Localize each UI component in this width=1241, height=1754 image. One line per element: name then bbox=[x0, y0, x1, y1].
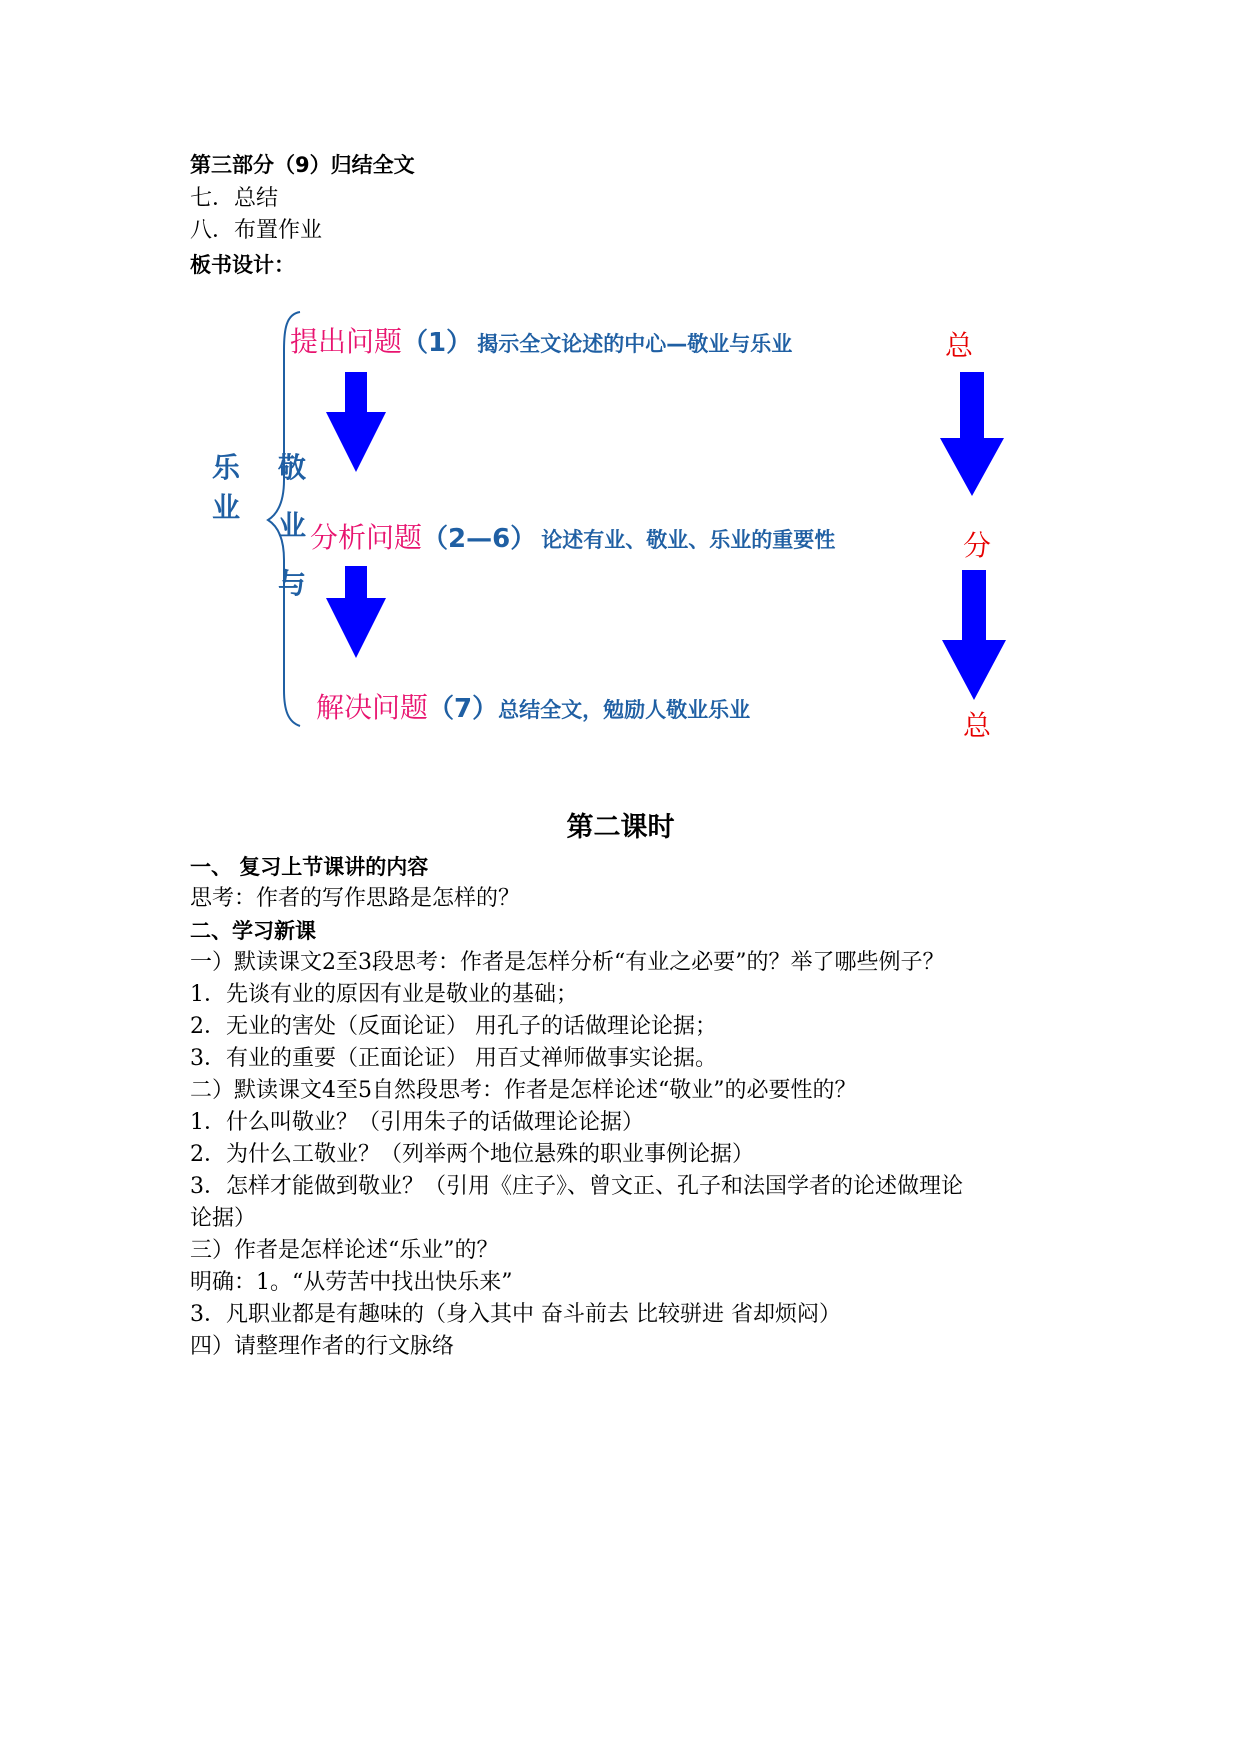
side-char-jing: 敬 bbox=[278, 451, 307, 484]
board-diagram bbox=[0, 0, 1241, 780]
side-char-ye2: 业 bbox=[278, 509, 307, 542]
lesson2-line: 1．先谈有业的原因有业是敬业的基础； bbox=[190, 982, 578, 1007]
row-label: 分析问题 bbox=[310, 521, 423, 554]
lesson2-line: 明确：1。“从劳苦中找出快乐来” bbox=[190, 1270, 513, 1295]
side-char-ye: 业 bbox=[212, 491, 241, 524]
row-number: （1） bbox=[402, 328, 473, 358]
lesson2-line: 二）默读课文4至5自然段思考：作者是怎样论述“敬业”的必要性的？ bbox=[190, 1078, 857, 1103]
row-description: 揭示全文论述的中心—敬业与乐业 bbox=[477, 332, 793, 356]
lesson2-line: 四）请整理作者的行文脉络 bbox=[190, 1334, 455, 1359]
lesson2-line: 三）作者是怎样论述“乐业”的？ bbox=[190, 1238, 499, 1263]
side-char-yu: 与 bbox=[278, 567, 307, 600]
row-raise-question bbox=[290, 320, 792, 360]
row-description: 论述有业、敬业、乐业的重要性 bbox=[541, 528, 836, 552]
lesson2-line: 2．为什么工敬业？（列举两个地位悬殊的职业事例论据） bbox=[190, 1142, 754, 1167]
lesson2-line: 1．什么叫敬业？（引用朱子的话做理论论据） bbox=[190, 1110, 644, 1135]
lesson2-line: 3．有业的重要（正面论证） 用百丈禅师做事实论据。 bbox=[190, 1046, 717, 1071]
lesson2-line: 3．怎样才能做到敬业？（引用《庄子》、曾文正、孔子和法国学者的论述做理论 bbox=[190, 1174, 963, 1199]
lesson2-line: 2．无业的害处（反面论证） 用孔子的话做理论论据； bbox=[190, 1014, 717, 1039]
arrow-down-icon bbox=[940, 372, 1004, 496]
row-label: 提出问题 bbox=[290, 325, 403, 358]
lesson2-line: 论据） bbox=[190, 1206, 257, 1231]
lesson2-line: 思考：作者的写作思路是怎样的？ bbox=[190, 886, 521, 911]
lesson2-line: 一、 复习上节课讲的内容 bbox=[190, 855, 429, 879]
right-fen: 分 bbox=[963, 529, 992, 562]
row-number: （2—6） bbox=[422, 524, 537, 554]
lesson2-title: 第二课时 bbox=[566, 812, 675, 843]
row-label: 解决问题 bbox=[316, 691, 429, 724]
lesson2-line: 3．凡职业都是有趣味的（身入其中 奋斗前去 比较骈进 省却烦闷） bbox=[190, 1302, 841, 1327]
part3-heading: 第三部分（9）归结全文 bbox=[190, 153, 415, 177]
row-description: 总结全文，勉励人敬业乐业 bbox=[498, 698, 751, 722]
row-solve-question bbox=[316, 686, 750, 726]
right-zong-bottom: 总 bbox=[963, 709, 992, 742]
arrow-down-icon bbox=[326, 566, 386, 658]
summary-item: 七．总结 bbox=[190, 186, 279, 211]
lesson2-line: 一）默读课文2至3段思考：作者是怎样分析“有业之必要”的？举了哪些例子？ bbox=[190, 950, 945, 975]
arrow-down-icon bbox=[942, 570, 1006, 700]
arrow-down-icon bbox=[326, 372, 386, 472]
row-number: （7） bbox=[428, 694, 499, 724]
diagram-graphics bbox=[0, 0, 1241, 780]
board-design-heading: 板书设计： bbox=[190, 253, 295, 277]
right-zong-top: 总 bbox=[945, 329, 974, 362]
row-analyze-question bbox=[310, 516, 835, 556]
side-char-le: 乐 bbox=[212, 451, 241, 484]
homework-item: 八．布置作业 bbox=[190, 218, 323, 243]
lesson2-line: 二、学习新课 bbox=[190, 919, 316, 943]
